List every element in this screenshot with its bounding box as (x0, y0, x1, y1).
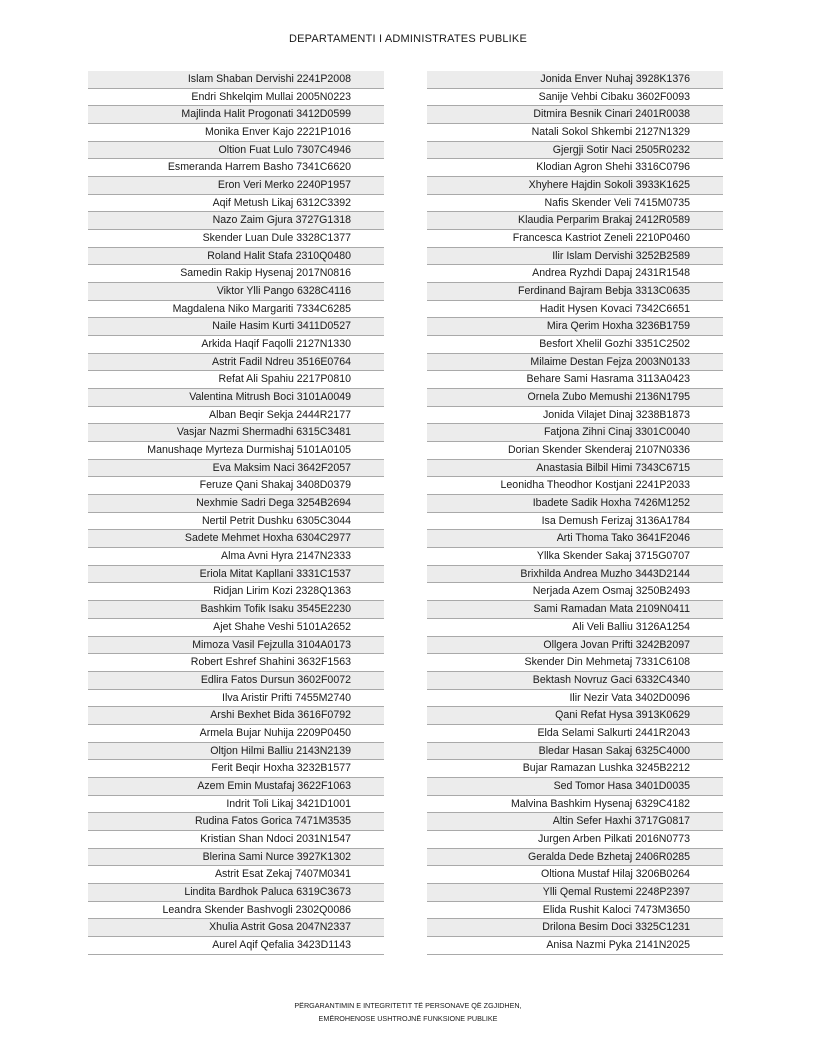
list-item: Islam Shaban Dervishi 2241P2008 (88, 71, 384, 89)
list-item: Valentina Mitrush Boci 3101A0049 (88, 389, 384, 407)
list-item: Sed Tomor Hasa 3401D0035 (427, 778, 723, 796)
list-item: Kristian Shan Ndoci 2031N1547 (88, 831, 384, 849)
list-item: Besfort Xhelil Gozhi 3351C2502 (427, 336, 723, 354)
list-item: Majlinda Halit Progonati 3412D0599 (88, 106, 384, 124)
list-item: Elida Rushit Kaloci 7473M3650 (427, 902, 723, 920)
list-item: Blerina Sami Nurce 3927K1302 (88, 849, 384, 867)
list-item: Robert Eshref Shahini 3632F1563 (88, 654, 384, 672)
list-item: Oltjon Hilmi Balliu 2143N2139 (88, 743, 384, 761)
list-item: Qani Refat Hysa 3913K0629 (427, 707, 723, 725)
list-item: Monika Enver Kajo 2221P1016 (88, 124, 384, 142)
list-item: Armela Bujar Nuhija 2209P0450 (88, 725, 384, 743)
footer-line-2: EMËROHENOSE USHTROJNË FUNKSIONE PUBLIKE (318, 1014, 498, 1023)
page-footer (0, 999, 816, 1025)
list-item: Sami Ramadan Mata 2109N0411 (427, 601, 723, 619)
list-item: Eriola Mitat Kapllani 3331C1537 (88, 566, 384, 584)
list-item: Ajet Shahe Veshi 5101A2652 (88, 619, 384, 637)
list-item: Skender Luan Dule 3328C1377 (88, 230, 384, 248)
list-item: Refat Ali Spahiu 2217P0810 (88, 371, 384, 389)
list-item: Bujar Ramazan Lushka 3245B2212 (427, 760, 723, 778)
list-item: Behare Sami Hasrama 3113A0423 (427, 371, 723, 389)
list-item: Ditmira Besnik Cinari 2401R0038 (427, 106, 723, 124)
list-item: Geralda Dede Bzhetaj 2406R0285 (427, 849, 723, 867)
list-item: Andrea Ryzhdi Dapaj 2431R1548 (427, 265, 723, 283)
list-item: Ornela Zubo Memushi 2136N1795 (427, 389, 723, 407)
list-item: Ali Veli Balliu 3126A1254 (427, 619, 723, 637)
list-item: Drilona Besim Doci 3325C1231 (427, 919, 723, 937)
list-item: Arshi Bexhet Bida 3616F0792 (88, 707, 384, 725)
list-item: Ferdinand Bajram Bebja 3313C0635 (427, 283, 723, 301)
list-item: Xhulia Astrit Gosa 2047N2337 (88, 919, 384, 937)
list-item: Ylli Qemal Rustemi 2248P2397 (427, 884, 723, 902)
list-item: Jonida Vilajet Dinaj 3238B1873 (427, 407, 723, 425)
list-item: Lindita Bardhok Paluca 6319C3673 (88, 884, 384, 902)
list-item: Nazo Zaim Gjura 3727G1318 (88, 212, 384, 230)
list-item: Magdalena Niko Margariti 7334C6285 (88, 301, 384, 319)
list-item: Aqif Metush Likaj 6312C3392 (88, 195, 384, 213)
list-item: Sanije Vehbi Cibaku 3602F0093 (427, 89, 723, 107)
list-item: Malvina Bashkim Hysenaj 6329C4182 (427, 796, 723, 814)
list-item: Xhyhere Hajdin Sokoli 3933K1625 (427, 177, 723, 195)
list-item: Rudina Fatos Gorica 7471M3535 (88, 813, 384, 831)
list-item: Eron Veri Merko 2240P1957 (88, 177, 384, 195)
list-item: Ibadete Sadik Hoxha 7426M1252 (427, 495, 723, 513)
list-item: Edlira Fatos Dursun 3602F0072 (88, 672, 384, 690)
list-item: Bledar Hasan Sakaj 6325C4000 (427, 743, 723, 761)
list-item: Ilir Islam Dervishi 3252B2589 (427, 248, 723, 266)
list-item: Vasjar Nazmi Shermadhi 6315C3481 (88, 424, 384, 442)
list-item: Viktor Ylli Pango 6328C4116 (88, 283, 384, 301)
list-item: Klodian Agron Shehi 3316C0796 (427, 159, 723, 177)
list-item: Astrit Fadil Ndreu 3516E0764 (88, 354, 384, 372)
list-item: Elda Selami Salkurti 2441R2043 (427, 725, 723, 743)
left-name-column (88, 71, 384, 955)
list-item: Bashkim Tofik Isaku 3545E2230 (88, 601, 384, 619)
list-item: Anisa Nazmi Pyka 2141N2025 (427, 937, 723, 955)
list-item: Bektash Novruz Gaci 6332C4340 (427, 672, 723, 690)
page-title: DEPARTAMENTI I ADMINISTRATES PUBLIKE (288, 33, 528, 45)
list-item: Leonidha Theodhor Kostjani 2241P2033 (427, 477, 723, 495)
list-item: Naile Hasim Kurti 3411D0527 (88, 318, 384, 336)
list-item: Alma Avni Hyra 2147N2333 (88, 548, 384, 566)
list-item: Isa Demush Ferizaj 3136A1784 (427, 513, 723, 531)
list-item: Aurel Aqif Qefalia 3423D1143 (88, 937, 384, 955)
list-item: Gjergji Sotir Naci 2505R0232 (427, 142, 723, 160)
list-item: Esmeranda Harrem Basho 7341C6620 (88, 159, 384, 177)
list-item: Mimoza Vasil Fejzulla 3104A0173 (88, 637, 384, 655)
list-item: Francesca Kastriot Zeneli 2210P0460 (427, 230, 723, 248)
list-item: Brixhilda Andrea Muzho 3443D2144 (427, 566, 723, 584)
list-item: Hadit Hysen Kovaci 7342C6651 (427, 301, 723, 319)
list-item: Nerjada Azem Osmaj 3250B2493 (427, 583, 723, 601)
list-item: Klaudia Perparim Brakaj 2412R0589 (427, 212, 723, 230)
list-item: Nertil Petrit Dushku 6305C3044 (88, 513, 384, 531)
footer-line-1: PËRGARANTIMIN E INTEGRITETIT TË PERSONAVE QË ZGJIDHEN, (294, 1001, 522, 1010)
list-item: Jonida Enver Nuhaj 3928K1376 (427, 71, 723, 89)
list-item: Mira Qerim Hoxha 3236B1759 (427, 318, 723, 336)
list-item: Nexhmie Sadri Dega 3254B2694 (88, 495, 384, 513)
list-item: Ollgera Jovan Prifti 3242B2097 (427, 637, 723, 655)
right-name-column (427, 71, 723, 955)
list-item: Jurgen Arben Pilkati 2016N0773 (427, 831, 723, 849)
list-item: Anastasia Bilbil Himi 7343C6715 (427, 460, 723, 478)
list-item: Alban Beqir Sekja 2444R2177 (88, 407, 384, 425)
list-item: Oltiona Mustaf Hilaj 3206B0264 (427, 866, 723, 884)
list-item: Skender Din Mehmetaj 7331C6108 (427, 654, 723, 672)
list-item: Endri Shkelqim Mullai 2005N0223 (88, 89, 384, 107)
list-item: Oltion Fuat Lulo 7307C4946 (88, 142, 384, 160)
list-item: Arti Thoma Tako 3641F2046 (427, 530, 723, 548)
list-item: Dorian Skender Skenderaj 2107N0336 (427, 442, 723, 460)
list-item: Astrit Esat Zekaj 7407M0341 (88, 866, 384, 884)
list-item: Milaime Destan Fejza 2003N0133 (427, 354, 723, 372)
list-item: Fatjona Zihni Cinaj 3301C0040 (427, 424, 723, 442)
list-item: Feruze Qani Shakaj 3408D0379 (88, 477, 384, 495)
list-item: Azem Emin Mustafaj 3622F1063 (88, 778, 384, 796)
list-item: Nafis Skender Veli 7415M0735 (427, 195, 723, 213)
list-item: Leandra Skender Bashvogli 2302Q0086 (88, 902, 384, 920)
list-item: Natali Sokol Shkembi 2127N1329 (427, 124, 723, 142)
list-item: Roland Halit Stafa 2310Q0480 (88, 248, 384, 266)
list-item: Indrit Toli Likaj 3421D1001 (88, 796, 384, 814)
list-item: Ilva Aristir Prifti 7455M2740 (88, 690, 384, 708)
list-item: Arkida Haqif Faqolli 2127N1330 (88, 336, 384, 354)
list-item: Ferit Beqir Hoxha 3232B1577 (88, 760, 384, 778)
list-item: Sadete Mehmet Hoxha 6304C2977 (88, 530, 384, 548)
list-item: Yllka Skender Sakaj 3715G0707 (427, 548, 723, 566)
list-item: Ridjan Lirim Kozi 2328Q1363 (88, 583, 384, 601)
list-item: Eva Maksim Naci 3642F2057 (88, 460, 384, 478)
list-item: Samedin Rakip Hysenaj 2017N0816 (88, 265, 384, 283)
list-item: Altin Sefer Haxhi 3717G0817 (427, 813, 723, 831)
list-item: Manushaqe Myrteza Durmishaj 5101A0105 (88, 442, 384, 460)
list-item: Ilir Nezir Vata 3402D0096 (427, 690, 723, 708)
